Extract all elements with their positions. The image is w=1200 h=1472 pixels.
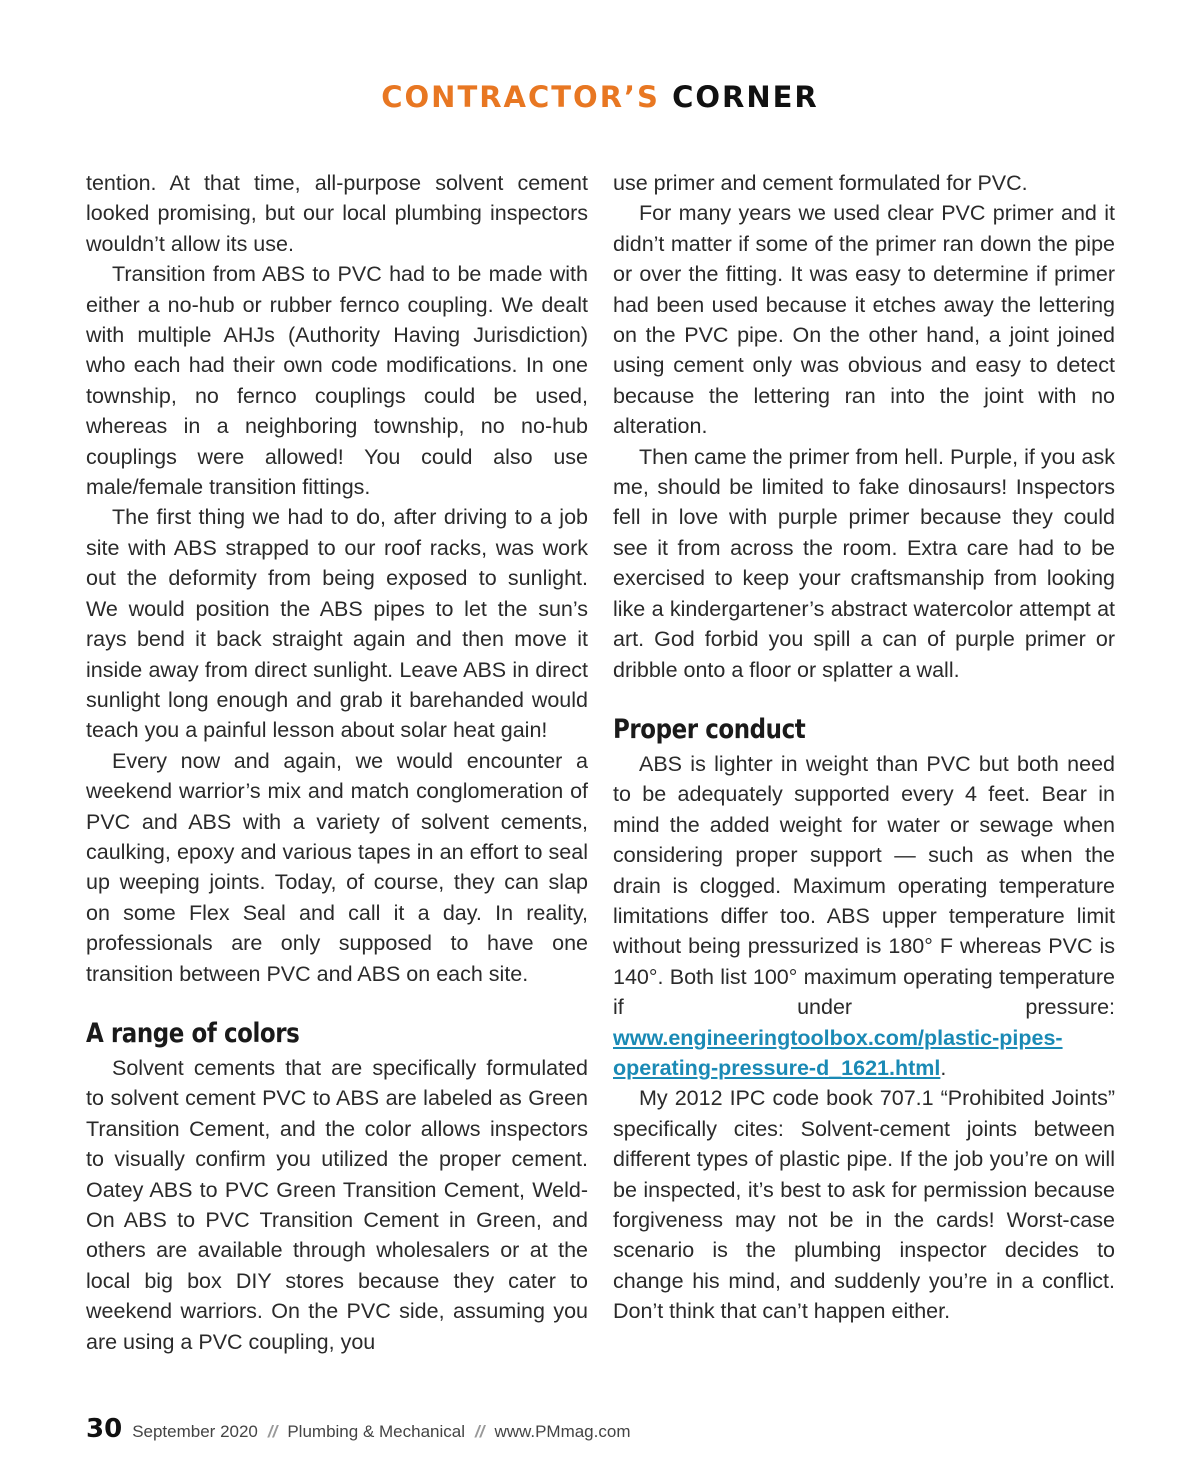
paragraph: use primer and cement formulated for PVC. — [613, 171, 1028, 195]
paragraph-with-link — [613, 749, 1115, 1083]
paragraph: Every now and again, we would encounter a weekend warrior’s mix and match conglomeration of PVC and ABS with a variety of solvent cements, caulking, epoxy and various tapes in an effort to seal up weeping joints. Today, of course, they can slap on some Flex Seal and call it a day. In reality, professionals are only supposed to have one transition between PVC and ABS on each site. — [86, 748, 588, 986]
paragraph: Then came the primer from hell. Purple, if you ask me, should be limited to fake dinosaurs! Inspectors fell in love with purple primer because they could see it from across the room. Extra care had to be exercised to keep your craftsmanship from looking like a kindergartener’s abstract watercolor attempt at art. God forbid you spill a can of purple primer or dribble onto a floor or splatter a wall. — [613, 444, 1115, 682]
subheading: A range of colors — [86, 1017, 300, 1049]
subheading: Proper conduct — [613, 713, 806, 745]
right-column — [613, 168, 1115, 1327]
reference-link[interactable]: www.engineeringtoolbox.com/plastic-pipes-operating-pressure-d_1621.html — [613, 1025, 1063, 1080]
paragraph: tention. At that time, all-purpose solvent cement looked promising, but our local plumbing inspectors wouldn’t allow its use. — [86, 171, 588, 256]
issue-date: September 2020 — [132, 1422, 258, 1441]
paragraph: Solvent cements that are specifically formulated to solvent cement PVC to ABS are labeled as Green Transition Cement, and the color allows inspectors to visually confirm you utilized the proper cement. Oatey ABS to PVC Green Transition Cement, Weld-On ABS to PVC Transition Cement in Green, and others are available through wholesalers or at the local big box DIY stores because they cater to weekend warriors. On the PVC side, assuming you are using a PVC coupling, you — [86, 1055, 588, 1354]
footer-separator: // — [475, 1422, 485, 1441]
page-number: 30 — [86, 1414, 123, 1444]
footer-separator: // — [267, 1422, 278, 1441]
paragraph: For many years we used clear PVC primer and it didn’t matter if some of the primer ran down the pipe or over the fitting. It was easy to determine if primer had been used because it etches away the lettering on the PVC pipe. On the other hand, a joint joined using cement only was obvious and easy to detect because the lettering ran into the joint with no alteration. — [613, 201, 1115, 439]
left-column — [86, 168, 588, 1357]
paragraph-text: ABS is lighter in weight than PVC but both need to be adequately supported every 4 feet. Bear in mind the added weight for water or sewage when considering proper support — such as when the drain is clogged. Maximum operating temperature limitations differ too. ABS upper temperature limit without being pressurized is 180° F whereas PVC is 140°. Both list 100° maximum operating temperature if under pressure: — [613, 751, 1115, 1020]
header-accent-text: CONTRACTOR’S — [381, 80, 660, 114]
section-header — [0, 80, 1200, 114]
link-trailing-period: . — [940, 1055, 947, 1080]
page-footer — [86, 1414, 630, 1444]
website-url: www.PMmag.com — [494, 1422, 631, 1441]
publication-name: Plumbing & Mechanical — [287, 1422, 465, 1441]
paragraph: Transition from ABS to PVC had to be made with either a no-hub or rubber fernco coupling. We dealt with multiple AHJs (Authority Having Jurisdiction) who each had their own code modifications. In one township, no fernco couplings could be used, whereas in a neighboring township, no no-hub couplings were allowed! You could also use male/female transition fittings. — [86, 262, 588, 500]
header-main-text: CORNER — [672, 80, 819, 114]
paragraph: My 2012 IPC code book 707.1 “Prohibited Joints” specifically cites: Solvent-cement joints between different types of plastic pipe. If the job you’re on will be inspected, it’s best to ask for permission because forgiveness may not be in the cards! Worst-case scenario is the plumbing inspector decides to change his mind, and suddenly you’re in a conflict. Don’t think that can’t happen either. — [613, 1086, 1115, 1324]
paragraph: The first thing we had to do, after driving to a job site with ABS strapped to our roof racks, was work out the deformity from being exposed to sunlight. We would position the ABS pipes to let the sun’s rays bend it back straight again and then move it inside away from direct sunlight. Leave ABS in direct sunlight long enough and grab it barehanded would teach you a painful lesson about solar heat gain! — [86, 505, 588, 743]
